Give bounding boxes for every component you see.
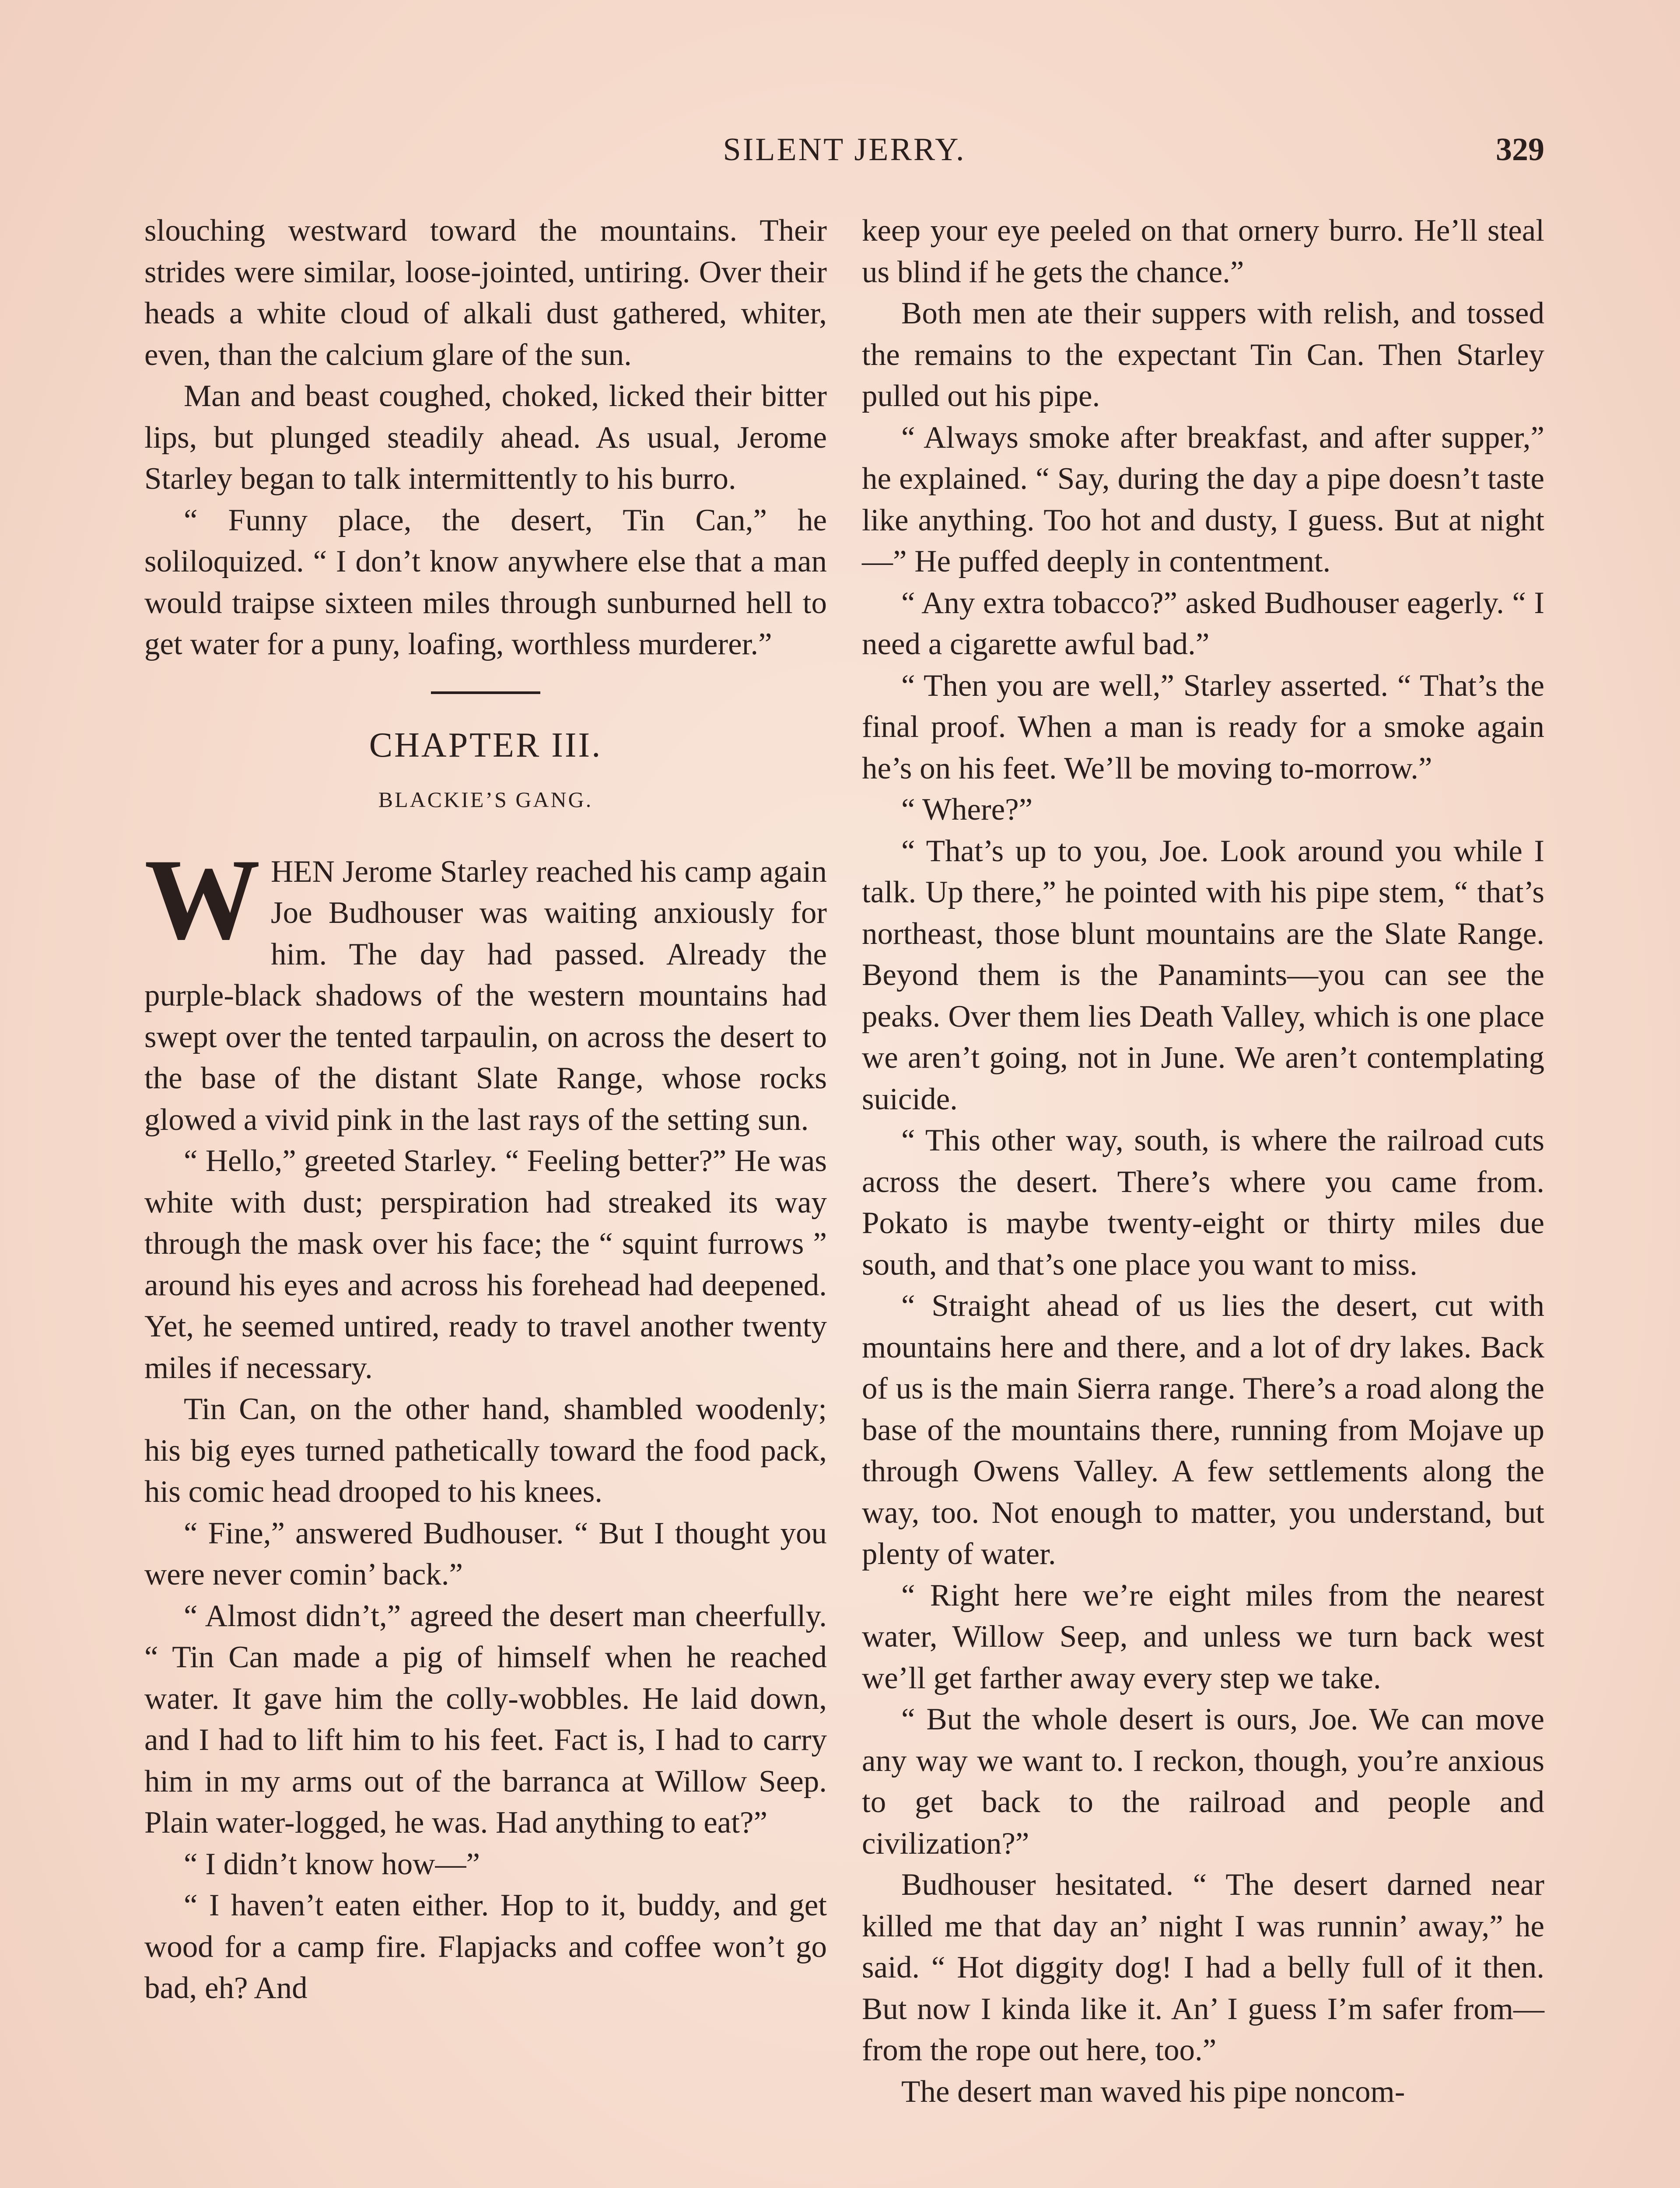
- page-number: 329: [1496, 132, 1544, 168]
- page-header: [144, 131, 1544, 179]
- paragraph: keep your eye peeled on that ornery burro. He’ll steal us blind if he gets the chance.”: [862, 214, 1544, 289]
- running-title: SILENT JERRY.: [723, 132, 966, 168]
- opening-paragraph-text: HEN Jerome Starley reached his camp again Joe Budhouser was waiting anxiously for him. The day had passed. Already the purple-black shadows of the western mountains had swept over the tented tarpaulin, on across the desert to the base of the distant Slate Range, whose rocks glowed a vivid pink in the last rays of the setting sun.: [144, 854, 827, 1137]
- left-column: [144, 210, 827, 2009]
- opening-paragraph: [144, 835, 827, 1141]
- paragraph: slouching westward toward the mountains. Their strides were similar, loose-jointed, untiring. Over their heads a white cloud of alkali dust gathered, whiter, even, than the calcium glare of the sun.: [144, 214, 827, 372]
- paragraph: “ Straight ahead of us lies the desert, cut with mountains here and there, and a lot of dry lakes. Back of us is the main Sierra range. There’s a road along the base of the mountains there, running from Mojave up through Owens Valley. A few settlements along the way, too. Not enough to matter, you understand, but plenty of water.: [862, 1289, 1544, 1571]
- paragraph: “ Then you are well,” Starley asserted. “ That’s the final proof. When a man is ready for a smoke again he’s on his feet. We’ll be moving to-morrow.”: [862, 668, 1544, 785]
- paragraph: Man and beast coughed, choked, licked their bitter lips, but plunged steadily ahead. As usual, Jerome Starley began to talk intermittently to his burro.: [144, 379, 827, 496]
- paragraph: “ Right here we’re eight miles from the nearest water, Willow Seep, and unless we turn back west we’ll get farther away every step we take.: [862, 1578, 1544, 1695]
- paragraph: “ Where?”: [901, 792, 1033, 827]
- paragraph: “ Almost didn’t,” agreed the desert man cheerfully. “ Tin Can made a pig of himself when he reached water. It gave him the colly-wobbles. He laid down, and I had to lift him to his feet. Fact is, I had to carry him in my arms out of the barranca at Willow Seep. Plain water-logged, he was. Had anything to eat?”: [144, 1599, 827, 1840]
- paragraph: “ Hello,” greeted Starley. “ Feeling better?” He was white with dust; perspiration had streaked its way through the mask over his face; the “ squint furrows ” around his eyes and across his forehead had deepened. Yet, he seemed untired, ready to travel another twenty miles if necessary.: [144, 1144, 827, 1385]
- right-column: [862, 210, 1544, 2112]
- paragraph: “ Any extra tobacco?” asked Budhouser eagerly. “ I need a cigarette awful bad.”: [862, 586, 1544, 661]
- paragraph: Tin Can, on the other hand, shambled woodenly; his big eyes turned pathetically toward the food pack, his comic head drooped to his knees.: [144, 1392, 827, 1509]
- paragraph: “ Funny place, the desert, Tin Can,” he soliloquized. “ I don’t know anywhere else that a man would traipse sixteen miles through sunburned hell to get water for a puny, loafing, worthless murderer.”: [144, 503, 827, 661]
- paragraph: Budhouser hesitated. “ The desert darned near killed me that day an’ night I was runnin’ away,” he said. “ Hot diggity dog! I had a belly full of it then. But now I kinda like it. An’ I guess I’m safer from—from the rope out here, too.”: [862, 1868, 1544, 2067]
- paragraph: “ Fine,” answered Budhouser. “ But I thought you were never comin’ back.”: [144, 1516, 827, 1592]
- drop-cap: W: [144, 835, 260, 964]
- paragraph: “ I didn’t know how—”: [184, 1847, 480, 1881]
- section-divider: [431, 691, 540, 694]
- chapter-subtitle: BLACKIE’S GANG.: [378, 787, 593, 812]
- chapter-title: CHAPTER III.: [369, 726, 602, 764]
- paragraph: “ But the whole desert is ours, Joe. We can move any way we want to. I reckon, though, you’re anxious to get back to the railroad and people and civilization?”: [862, 1702, 1544, 1861]
- paragraph: “ Always smoke after breakfast, and after supper,” he explained. “ Say, during the day a pipe doesn’t taste like anything. Too hot and dusty, I guess. But at night—” He puffed deeply in contentment.: [862, 420, 1544, 579]
- paragraph: “ That’s up to you, Joe. Look around you while I talk. Up there,” he pointed with his pipe stem, “ that’s northeast, those blunt mountains are the Slate Range. Beyond them is the Panamints—you can see the peaks. Over them lies Death Valley, which is one place we aren’t going, not in June. We aren’t contemplating suicide.: [862, 834, 1544, 1116]
- paragraph: The desert man waved his pipe noncom-: [901, 2074, 1405, 2109]
- paragraph: Both men ate their suppers with relish, and tossed the remains to the expectant Tin Can. Then Starley pulled out his pipe.: [862, 296, 1544, 413]
- paragraph: “ I haven’t eaten either. Hop to it, buddy, and get wood for a camp fire. Flapjacks and coffee won’t go bad, eh? And: [144, 1888, 827, 2005]
- paragraph: “ This other way, south, is where the railroad cuts across the desert. There’s where you came from. Pokato is maybe twenty-eight or thirty miles due south, and that’s one place you want to miss.: [862, 1123, 1544, 1282]
